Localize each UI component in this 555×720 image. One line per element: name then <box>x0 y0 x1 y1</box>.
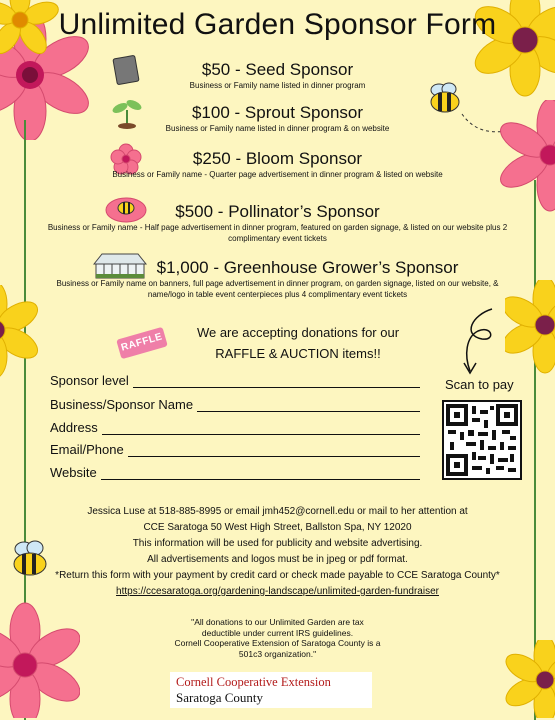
scan-to-pay-label: Scan to pay <box>445 377 514 392</box>
field-blank-line[interactable] <box>101 465 420 480</box>
tier-description: Business or Family name on banners, full page advertisement in dinner program, on garden signage, listed on our website, & name/logo in table event centerpieces plus 4 complimentary event tickets <box>56 279 499 299</box>
qr-code-icon <box>444 402 520 478</box>
field-blank-line[interactable] <box>133 373 420 388</box>
pink-flower-bottom-left-icon <box>0 600 80 718</box>
field-label: Email/Phone <box>50 442 124 457</box>
raffle-ticket-badge: RAFFLE <box>116 327 168 359</box>
yellow-flower-left-mid-icon <box>0 285 50 385</box>
tax-note-line: Cornell Cooperative Extension of Saratoga County is a <box>174 638 381 648</box>
field-label: Address <box>50 420 98 435</box>
yellow-flower-right-mid-icon <box>505 280 555 380</box>
field-label: Website <box>50 465 97 480</box>
logo-line-2: Saratoga County <box>176 690 264 705</box>
field-blank-line[interactable] <box>197 397 420 412</box>
tax-note-line: 501c3 organization." <box>238 648 317 659</box>
tier-seed <box>0 60 555 91</box>
website-field[interactable] <box>50 465 420 480</box>
return-line: *Return this form with your payment by credit card or check made payable to CCE Saratoga County* <box>55 570 500 581</box>
tier-pollinator <box>40 202 515 244</box>
tax-note <box>150 617 405 659</box>
tier-heading: $100 - Sprout Sponsor <box>191 103 364 122</box>
payment-qr-code[interactable] <box>442 400 522 480</box>
tier-sprout <box>0 103 555 134</box>
tax-note-line: deductible under current IRS guidelines. <box>201 627 354 638</box>
info-block <box>30 504 525 600</box>
tier-description: Business or Family name - Quarter page advertisement in dinner program & listed on website <box>112 170 443 179</box>
fundraiser-link[interactable]: https://ccesaratoga.org/gardening-landscape/unlimited-garden-fundraiser <box>116 586 439 597</box>
tier-bloom <box>0 149 555 180</box>
tier-description: Business or Family name listed in dinner program & on website <box>165 124 390 133</box>
curly-arrow-icon <box>452 305 502 377</box>
field-label: Sponsor level <box>50 373 129 388</box>
donation-line-1: We are accepting donations for our <box>196 325 400 340</box>
logo-line-1: Cornell Cooperative Extension <box>176 675 331 689</box>
field-blank-line[interactable] <box>102 420 420 435</box>
field-blank-line[interactable] <box>128 442 420 457</box>
business-sponsor-name-field[interactable] <box>50 397 420 412</box>
tier-heading: $1,000 - Greenhouse Grower’s Sponsor <box>156 258 459 277</box>
tier-heading: $500 - Pollinator’s Sponsor <box>175 202 380 221</box>
cornell-cooperative-extension-logo <box>170 672 372 708</box>
tier-description: Business or Family name listed in dinner program <box>189 81 366 90</box>
donation-notice <box>188 322 408 364</box>
page-title: Unlimited Garden Sponsor Form <box>58 8 497 41</box>
address-field[interactable] <box>50 420 420 435</box>
field-label: Business/Sponsor Name <box>50 397 194 412</box>
sponsor-level-field[interactable] <box>50 373 420 388</box>
tier-description: Business or Family name - Half page advertisement in dinner program, featured on garden signage, & listed on our website plus 2 complimentary event tickets <box>47 223 508 243</box>
donation-line-2: RAFFLE & AUCTION items!! <box>215 346 381 361</box>
tier-heading: $50 - Seed Sponsor <box>201 60 354 79</box>
yellow-flower-bottom-right-icon <box>505 640 555 718</box>
address-line: CCE Saratoga 50 West High Street, Ballston Spa, NY 12020 <box>143 522 412 533</box>
tax-note-line: "All donations to our Unlimited Garden are tax <box>191 617 364 627</box>
tier-heading: $250 - Bloom Sponsor <box>192 149 363 168</box>
tier-greenhouse <box>50 258 505 300</box>
stem-right-icon <box>532 180 538 720</box>
publicity-line: This information will be used for publicity and website advertising. <box>132 538 423 549</box>
contact-line: Jessica Luse at 518-885-8995 or email jmh452@cornell.edu or mail to her attention at <box>87 506 468 517</box>
format-line: All advertisements and logos must be in jpeg or pdf format. <box>147 554 408 565</box>
email-phone-field[interactable] <box>50 442 420 457</box>
